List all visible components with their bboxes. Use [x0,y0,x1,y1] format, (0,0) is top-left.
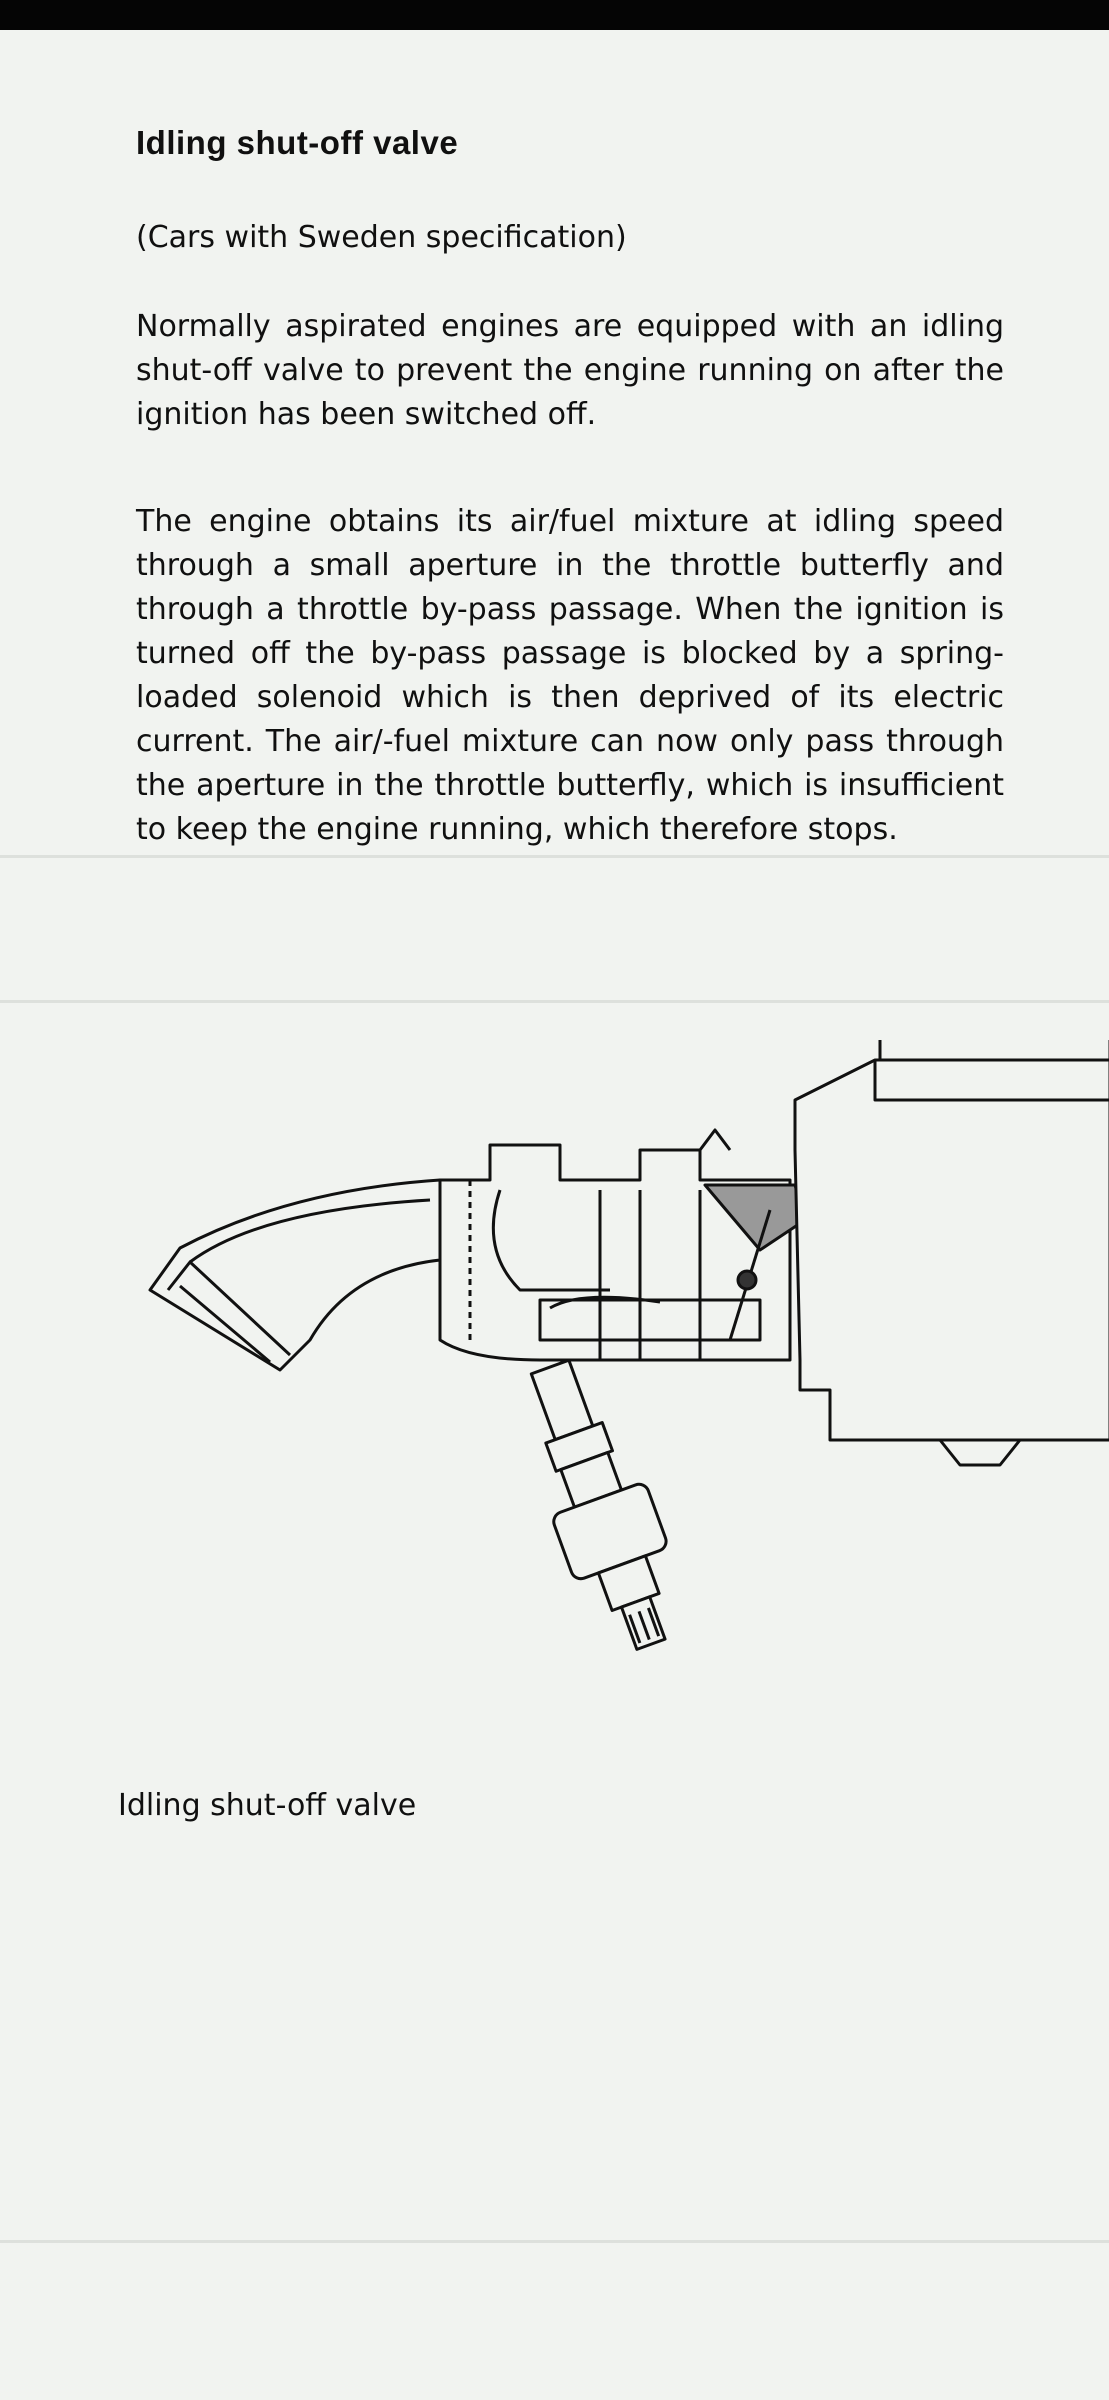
throttle-housing [440,1145,790,1360]
section-heading: Idling shut-off valve [136,124,459,161]
paragraph-operation: The engine obtains its air/fuel mixture at idling speed through a small aperture in the throttle butterfly and through a throttle by-pass passage. When the ignition is turned off the by-pass passage is blocked by a spring-loaded solenoid which is then deprived of its electric current. The air/-fuel mixture can now only pass through the aperture in the throttle butterfly, which is insufficient to keep the engine running, which therefore stops. [136,504,1004,847]
figure-caption: Idling shut-off valve [118,1788,417,1823]
bleed-through-line [0,855,1109,858]
solenoid-valve [503,1350,698,1661]
dashpot-dome [880,1040,1109,1060]
paragraph-intro: Normally aspirated engines are equipped with an idling shut-off valve to prevent the engine running on after the ignition has been switched off. [136,309,1004,432]
carburettor-body [795,1060,1109,1440]
bleed-through-line [0,1000,1109,1003]
top-bar [0,0,1109,30]
idling-shut-off-valve-drawing [140,1040,1109,1740]
intake-elbow [150,1180,440,1370]
bleed-through-line [0,2240,1109,2243]
specification-note: (Cars with Sweden specification) [136,220,627,255]
